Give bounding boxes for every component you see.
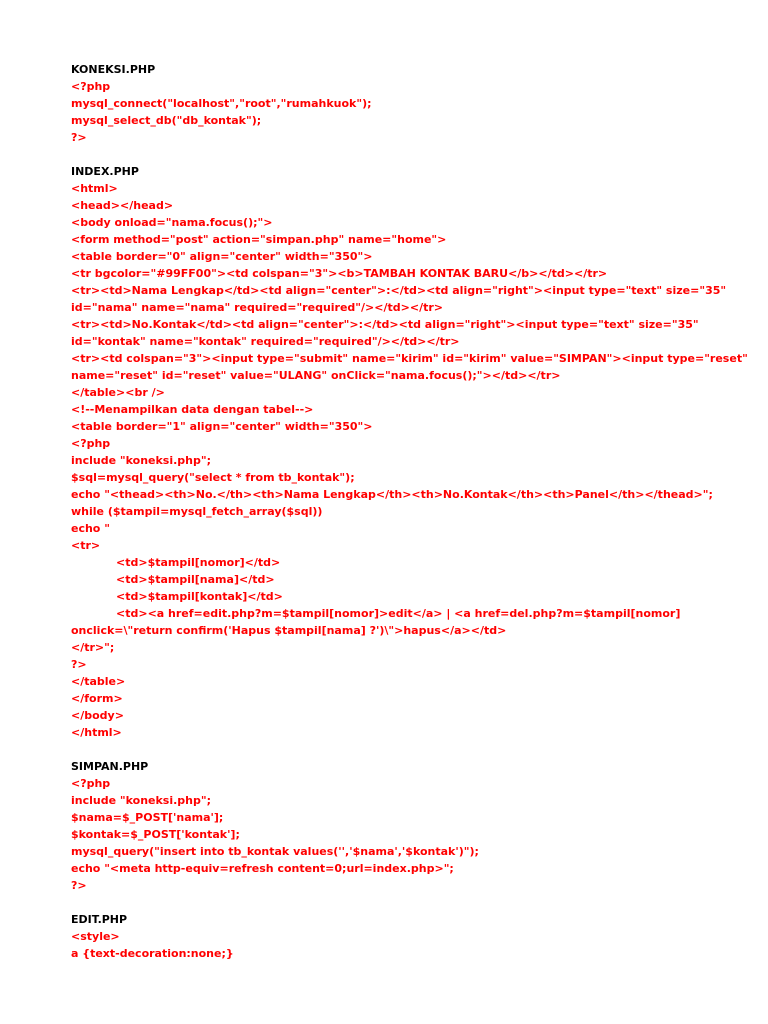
code-line: name="reset" id="reset" value="ULANG" onClick="nama.focus();"></td></tr> (71, 369, 561, 382)
section-title-index: INDEX.PHP (71, 165, 139, 178)
code-line: <?php (71, 80, 111, 93)
code-line: <tr bgcolor="#99FF00"><td colspan="3"><b>TAMBAH KONTAK BARU</b></td></tr> (71, 267, 608, 280)
section-title-simpan: SIMPAN.PHP (71, 760, 149, 773)
code-line: <td><a href=edit.php?m=$tampil[nomor]>edit</a> | <a href=del.php?m=$tampil[nomor] (116, 607, 681, 620)
document-content (71, 61, 748, 962)
code-line: <style> (71, 930, 120, 943)
code-line: <tr> (71, 539, 101, 552)
code-line: </tr>"; (71, 641, 115, 654)
code-line: <table border="1" align="center" width="350"> (71, 420, 373, 433)
code-line: <head></head> (71, 199, 174, 212)
code-line: <table border="0" align="center" width="350"> (71, 250, 373, 263)
spacer (71, 146, 731, 163)
code-line: <tr><td>Nama Lengkap</td><td align="center">:</td><td align="right"><input type="text" size="35" (71, 284, 727, 297)
code-line: mysql_connect("localhost","root","rumahkuok"); (71, 97, 372, 110)
code-line: <form method="post" action="simpan.php" name="home"> (71, 233, 447, 246)
code-line: id="kontak" name="kontak" required="required"/></td></tr> (71, 335, 460, 348)
code-line: </body> (71, 709, 124, 722)
code-line: ?> (71, 879, 87, 892)
section-title-edit: EDIT.PHP (71, 913, 128, 926)
code-line: mysql_select_db("db_kontak"); (71, 114, 262, 127)
code-line: </html> (71, 726, 122, 739)
code-line: include "koneksi.php"; (71, 794, 212, 807)
code-line: mysql_query("insert into tb_kontak values('','$nama','$kontak')"); (71, 845, 479, 858)
code-line: <td>$tampil[kontak]</td> (116, 590, 283, 603)
code-line: echo " (71, 522, 110, 535)
code-line: <tr><td>No.Kontak</td><td align="center">:</td><td align="right"><input type="text" size="35" (71, 318, 699, 331)
code-line: <tr><td colspan="3"><input type="submit" name="kirim" id="kirim" value="SIMPAN"><input type="reset" (71, 352, 748, 365)
code-line: include "koneksi.php"; (71, 454, 212, 467)
spacer (71, 741, 731, 758)
code-line: <html> (71, 182, 118, 195)
code-line: a {text-decoration:none;} (71, 947, 234, 960)
code-line: </table> (71, 675, 126, 688)
code-line: echo "<meta http-equiv=refresh content=0;url=index.php>"; (71, 862, 454, 875)
code-line: $kontak=$_POST['kontak']; (71, 828, 240, 841)
spacer (71, 894, 731, 911)
code-line: onclick=\"return confirm('Hapus $tampil[nama] ?')\">hapus</a></td> (71, 624, 507, 637)
code-line: </table><br /> (71, 386, 165, 399)
code-line: <!--Menampilkan data dengan tabel--> (71, 403, 314, 416)
code-line: <?php (71, 777, 111, 790)
code-line: <?php (71, 437, 111, 450)
section-title-koneksi: KONEKSI.PHP (71, 63, 156, 76)
code-line: <td>$tampil[nomor]</td> (116, 556, 281, 569)
code-line: while ($tampil=mysql_fetch_array($sql)) (71, 505, 323, 518)
code-line: <td>$tampil[nama]</td> (116, 573, 275, 586)
code-line: id="nama" name="nama" required="required"/></td></tr> (71, 301, 443, 314)
code-line: </form> (71, 692, 123, 705)
code-line: ?> (71, 658, 87, 671)
code-line: <body onload="nama.focus();"> (71, 216, 273, 229)
code-line: ?> (71, 131, 87, 144)
code-line: $nama=$_POST['nama']; (71, 811, 224, 824)
code-line: $sql=mysql_query("select * from tb_kontak"); (71, 471, 355, 484)
code-line: echo "<thead><th>No.</th><th>Nama Lengkap</th><th>No.Kontak</th><th>Panel</th></thead>"; (71, 488, 713, 501)
